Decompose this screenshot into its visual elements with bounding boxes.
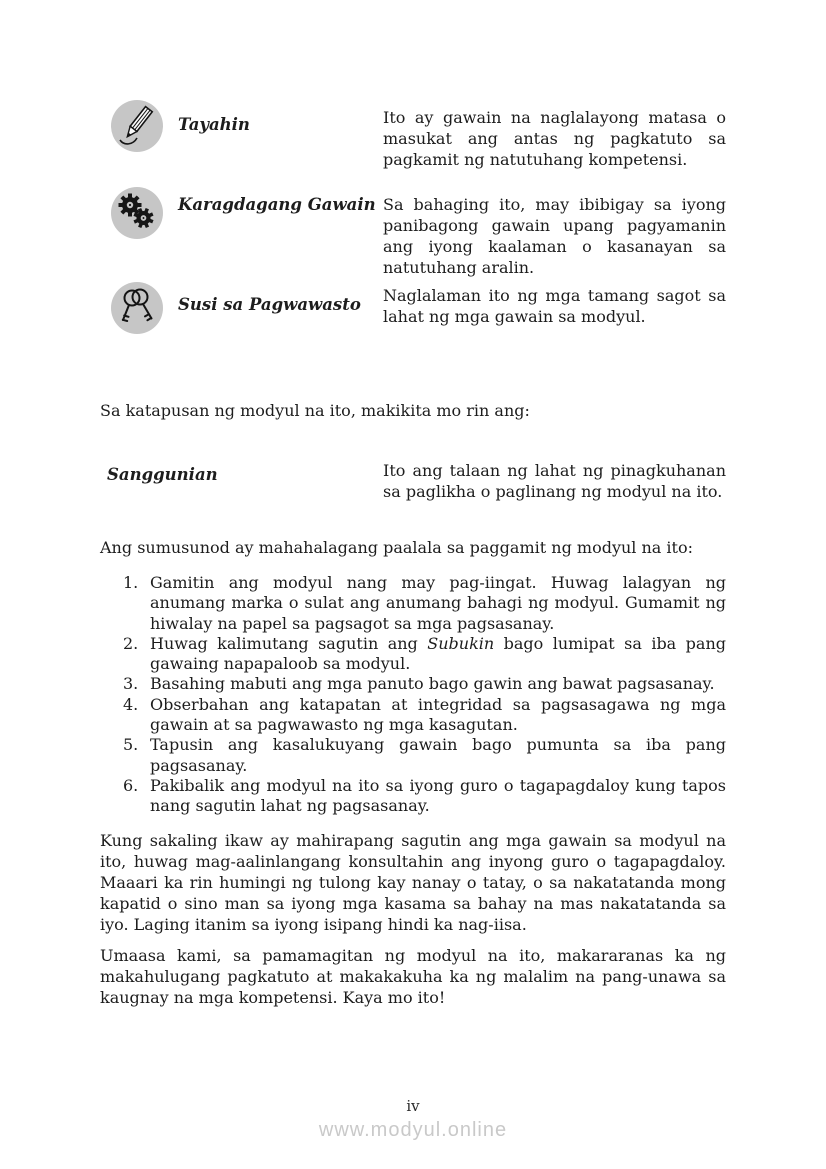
label-cell xyxy=(100,457,383,485)
legend-label-tayahin: Tayahin xyxy=(178,115,250,134)
list-item-italic-term: Subukin xyxy=(427,633,495,653)
list-item xyxy=(100,776,726,817)
page-number: iv xyxy=(406,1097,420,1115)
sanggunian-row xyxy=(100,457,726,502)
list-item-text: Gamitin ang modyul nang may pag-iingat. Huwag lalagyan ng anumang marka o sulat ang anumang bahagi ng modyul. Gumamit ng hiwalay na papel sa pagsagot sa mga pagsasanay. xyxy=(150,573,726,633)
page-content xyxy=(100,100,726,1008)
list-number: 1. xyxy=(123,573,139,592)
legend-description-susi-sa-pagwawasto: Naglalaman ito ng mga tamang sagot sa lahat ng mga gawain sa modyul. xyxy=(383,286,726,326)
legend-description-tayahin: Ito ay gawain na naglalayong matasa o masukat ang antas ng pagkatuto sa pagkamit ng natutuhang kompetensi. xyxy=(383,108,726,169)
legend-row-tayahin xyxy=(100,100,726,170)
list-item-text-after: bago lumipat sa iba pang gawaing napapaloob sa modyul. xyxy=(150,633,727,674)
label-cell xyxy=(178,187,383,215)
closing-paragraph-2: Umaasa kami, sa pamamagitan ng modyul na ito, makararanas ka ng makahulugang pagkatuto at makakakuha ka ng malalim na pang-unawa sa kaugnay na mga kompetensi. Kaya mo ito! xyxy=(100,945,726,1007)
icon-cell xyxy=(100,187,178,239)
list-item-text-before: Huwag kalimutang sagutin ang xyxy=(150,633,428,653)
legend-label-susi-sa-pagwawasto: Susi sa Pagwawasto xyxy=(178,295,361,314)
closing-paragraph-1: Kung sakaling ikaw ay mahirapang sagutin ang mga gawain sa modyul na ito, huwag mag-aalinlangang konsultahin ang inyong guro o tagapagdaloy. Maaari ka rin humingi ng tulong kay nanay o tatay, o sa nakatatanda mong kapatid o sino man sa iyong mga kasama sa bahay na mas nakatatanda sa iyo. Laging itanim sa iyong isipang hindi ka nag-iisa. xyxy=(100,830,726,934)
list-item xyxy=(100,573,726,634)
label-cell xyxy=(178,282,383,315)
legend-description-karagdagang-gawain: Sa bahaging ito, may ibibigay sa iyong panibagong gawain upang pagyamanin ang iyong kaalaman o kasanayan sa natutuhang aralin. xyxy=(383,195,726,277)
list-number: 4. xyxy=(123,694,139,714)
legend-row-karagdagang-gawain xyxy=(100,187,726,278)
list-item-text: Pakibalik ang modyul na ito sa iyong guro o tagapagdaloy kung tapos nang sagutin lahat ng pagsasanay. xyxy=(150,775,726,816)
list-number: 6. xyxy=(123,775,139,795)
list-number: 5. xyxy=(123,735,139,755)
list-item-text: Tapusin ang kasalukuyang gawain bago pumunta sa iba pang pagsasanay. xyxy=(150,735,726,775)
list-item xyxy=(100,735,726,776)
list-item-text: Obserbahan ang katapatan at integridad sa pagsasagawa ng mga gawain at sa pagwawasto ng mga kasagutan. xyxy=(150,694,726,735)
legend-row-susi-sa-pagwawasto xyxy=(100,282,726,334)
list-item-text xyxy=(150,634,726,675)
sanggunian-label: Sanggunian xyxy=(107,465,218,484)
icon-legend xyxy=(100,100,726,334)
label-cell xyxy=(178,100,383,135)
sanggunian-description: Ito ang talaan ng lahat ng pinagkuhanan sa paglikha o paglinang ng modyul na ito. xyxy=(383,461,726,501)
list-item-text: Basahing mabuti ang mga panuto bago gawin ang bawat pagsasanay. xyxy=(150,674,715,694)
pencil-icon xyxy=(111,100,163,152)
list-item xyxy=(100,634,726,675)
list-number: 2. xyxy=(123,633,139,653)
list-number: 3. xyxy=(123,674,139,694)
gears-icon xyxy=(111,187,163,239)
list-item xyxy=(100,674,726,694)
icon-cell xyxy=(100,100,178,152)
reminders-intro: Ang sumusunod ay mahahalagang paalala sa paggamit ng modyul na ito: xyxy=(100,538,693,557)
legend-label-karagdagang-gawain: Karagdagang Gawain xyxy=(178,195,376,214)
reminder-list xyxy=(100,573,726,817)
after-legend-text: Sa katapusan ng modyul na ito, makikita mo rin ang: xyxy=(100,401,530,420)
list-item xyxy=(100,695,726,736)
icon-cell xyxy=(100,282,178,334)
keys-icon xyxy=(111,282,163,334)
watermark: www.modyul.online xyxy=(318,1119,508,1141)
